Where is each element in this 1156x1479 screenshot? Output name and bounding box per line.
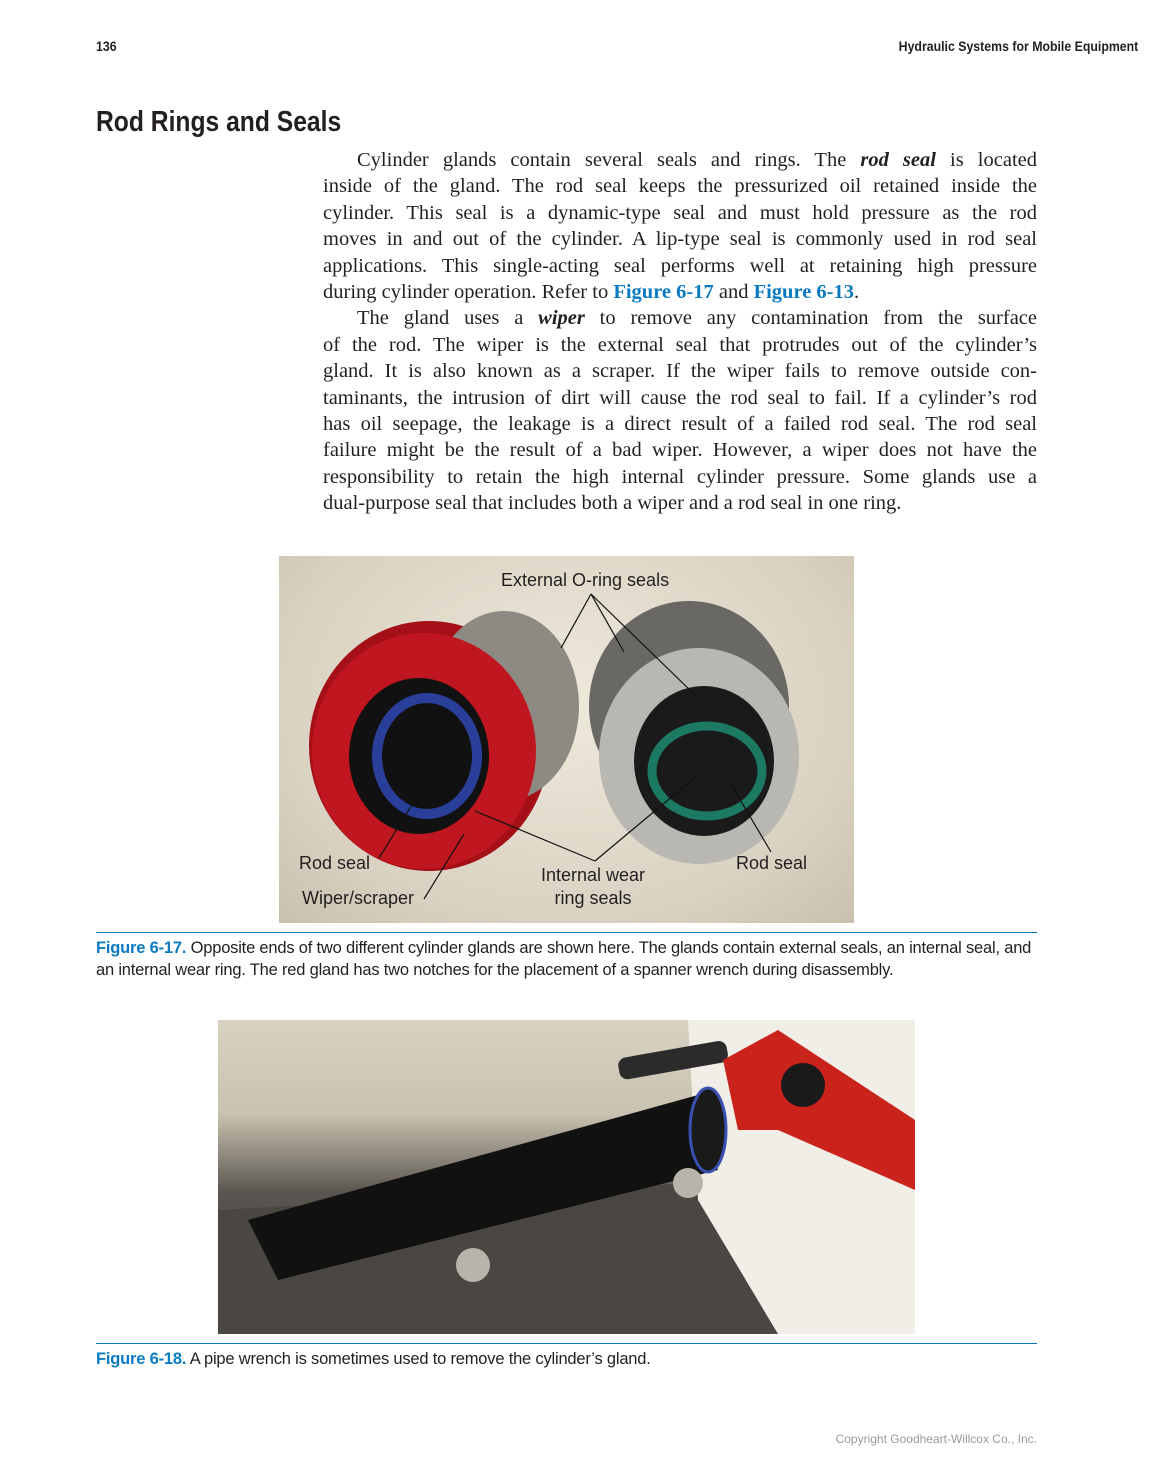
label-rod-seal-right: Rod seal [736, 853, 808, 873]
text-run: cylinder. This seal is a dynamic-type seal and must hold pressure as the rod [323, 201, 1037, 224]
caption-rule [96, 932, 1037, 933]
text-line [323, 332, 1037, 358]
figure-6-18-photo [218, 1020, 915, 1334]
figure-link[interactable]: Figure 6-13 [753, 280, 854, 303]
key-term: rod seal [860, 149, 936, 171]
text-run: inside of the gland. The rod seal keeps the pressurized oil retained inside the [323, 175, 1037, 198]
text-run: . [854, 280, 860, 303]
text-run: gland. It is also known as a scraper. If the wiper fails to remove outside con- [323, 360, 1037, 383]
text-line [323, 253, 1037, 279]
label-wiper-scraper: Wiper/scraper [302, 888, 415, 908]
text-run: has oil seepage, the leakage is a direct result of a failed rod seal. The rod seal [323, 412, 1037, 435]
text-line [323, 226, 1037, 252]
text-line [323, 358, 1037, 384]
text-run: taminants, the intrusion of dirt will cause the rod seal to fail. If a cylinder’s rod [323, 386, 1037, 409]
figure-number: Figure 6-17. [96, 939, 187, 957]
caption-text: Opposite ends of two different cylinder glands are shown here. The glands contain external seals, an internal seal, and an internal wear ring. The red gland has two notches for the placement of a spanner wrench during disassembly. [96, 939, 1032, 979]
text-run: of the rod. The wiper is the external seal that protrudes out of the cylinder’s [323, 333, 1037, 356]
section-title: Rod Rings and Seals [96, 106, 342, 138]
text-run: dual-purpose seal that includes both a wiper and a rod seal in one ring. [323, 492, 902, 515]
text-run: Cylinder glands contain several seals and rings. The [357, 149, 861, 171]
caption-rule [96, 1343, 1037, 1344]
text-run: applications. This single-acting seal performs well at retaining high pressure [323, 254, 1037, 277]
text-run: to remove any contamination from the surface [584, 307, 1037, 330]
text-line [323, 305, 1037, 331]
page-number: 136 [96, 38, 117, 54]
label-external-o-ring-seals: External O-ring seals [501, 570, 670, 590]
text-run: failure might be the result of a bad wiper. However, a wiper does not have the [323, 439, 1037, 462]
figure-6-17-photo [279, 556, 854, 923]
text-run: moves in and out of the cylinder. A lip-type seal is commonly used in rod seal [323, 228, 1037, 251]
text-line [323, 464, 1037, 490]
text-run: during cylinder operation. Refer to [323, 280, 614, 303]
figure-number: Figure 6-18. [96, 1350, 187, 1368]
text-line [323, 279, 1037, 305]
text-line [323, 437, 1037, 463]
text-line [323, 173, 1037, 199]
text-line [323, 147, 1037, 173]
figure-link[interactable]: Figure 6-17 [613, 280, 714, 303]
running-title: Hydraulic Systems for Mobile Equipment [898, 38, 1138, 54]
text-line [323, 490, 1037, 516]
body-text [323, 147, 1037, 516]
text-run: is located [935, 149, 1037, 171]
text-line [323, 200, 1037, 226]
copyright-notice: Copyright Goodheart-Willcox Co., Inc. [835, 1432, 1037, 1446]
caption-text: A pipe wrench is sometimes used to remove the cylinder’s gland. [186, 1350, 651, 1368]
label-internal-wear-ring-seals: Internal wear ring seals [541, 865, 646, 908]
text-line [323, 385, 1037, 411]
pipe-wrench-cylinder-photo [218, 1020, 915, 1334]
text-run: responsibility to retain the high internal cylinder pressure. Some glands use a [323, 465, 1037, 488]
label-rod-seal-left: Rod seal [299, 853, 371, 873]
text-run: The gland uses a [357, 307, 539, 330]
text-line [323, 411, 1037, 437]
figure-6-18-caption [96, 1348, 1041, 1370]
key-term: wiper [538, 307, 585, 330]
text-run: and [713, 280, 754, 303]
figure-6-17-caption [96, 937, 1041, 981]
